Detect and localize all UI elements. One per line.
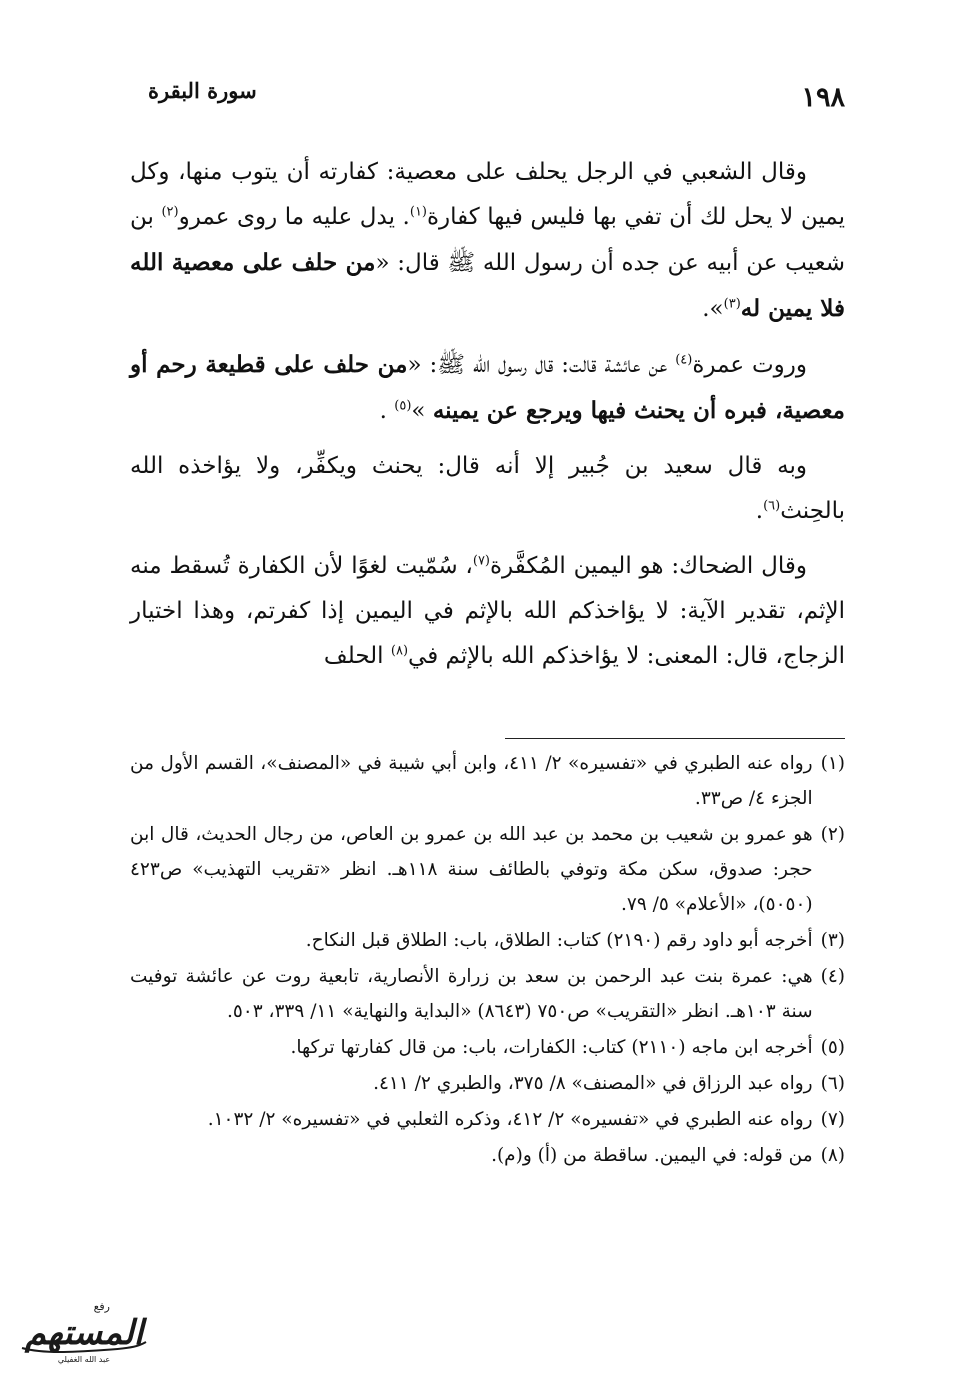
- footnote-number: (٣): [820, 930, 845, 951]
- hadith-text: من حلف على معصية الله فلا يمين له: [130, 249, 845, 322]
- text-run: »: [411, 398, 433, 424]
- footnote-number: (٥): [820, 1037, 845, 1058]
- footnote-text: أخرجه ابن ماجه (٢١١٠) كتاب: الكفارات، باب: من قال كفارتها تركها.: [290, 1037, 813, 1058]
- hadith-text: من حلف على قطيعة رحم أو معصية، فبره أن يحنث فيها ويرجع عن يمينه: [130, 351, 845, 424]
- logo-top-word: رفع: [93, 1300, 110, 1313]
- text-run: ، سُمّيت لغوًا لأن الكفارة تُسقط منه الإثم، تقدير الآية: لا يؤاخذكم الله بالإثم في اليمين إذا كفرتم، وهذا اختيار الزجاج، قال: المعنى: لا يؤاخذكم الله بالإثم في: [130, 553, 845, 669]
- text-run: . يدل عليه ما روى عمرو: [178, 204, 410, 230]
- text-run: وقال الضحاك: هو اليمين المُكفَّرة: [490, 553, 807, 579]
- footnote-number: (٧): [820, 1109, 845, 1130]
- footnote-number: (١): [820, 753, 845, 774]
- text-run: .: [755, 498, 764, 524]
- calligraphy-logo-icon: [14, 1296, 154, 1368]
- main-text: [130, 150, 845, 689]
- footnote-6: [130, 1066, 845, 1101]
- footnote-1: [130, 746, 845, 816]
- footnote-ref-7[interactable]: (٧): [472, 553, 490, 569]
- text-run: الحلف: [323, 643, 391, 669]
- footnote-ref-4[interactable]: (٤): [675, 352, 693, 368]
- footnote-7: [130, 1102, 845, 1137]
- footnote-text: من قوله: في اليمين. ساقطة من (أ) و(م).: [491, 1145, 813, 1166]
- footnote-ref-3[interactable]: (٣): [723, 296, 741, 312]
- footnotes: [130, 746, 845, 1174]
- footnote-text: رواه عنه الطبري في «تفسيره» ٢/ ٤١٢، وذكره الثعلبي في «تفسيره» ٢/ ١٠٣٢.: [207, 1109, 813, 1130]
- text-run: وروت عمرة: [692, 352, 807, 378]
- footnote-text: هو عمرو بن شعيب بن محمد بن عبد الله بن عمرو بن العاص، من رجال الحديث، قال ابن حجر: صدوق، سكن مكة وتوفي بالطائف سنة ١١٨هـ. انظر «تقريب التهذيب» ص٤٢٣ (٥٠٥٠)، «الأعلام» ٥/ ٧٩.: [130, 824, 813, 915]
- text-run: بن شعيب عن أبيه عن جده أن رسول الله ﷺ قال: «: [130, 204, 845, 276]
- paragraph-2: [130, 342, 845, 434]
- page-header: [130, 78, 845, 118]
- logo-main-word: المستهم: [24, 1313, 144, 1353]
- footnote-2: [130, 817, 845, 922]
- footnote-text: أخرجه أبو داود رقم (٢١٩٠) كتاب: الطلاق، باب: الطلاق قبل النكاح.: [305, 930, 813, 951]
- paragraph-3: [130, 444, 845, 534]
- text-run: .: [379, 398, 395, 424]
- footnote-ref-6[interactable]: (٦): [763, 498, 781, 514]
- footnote-separator: [505, 738, 845, 739]
- footnote-8: [130, 1138, 845, 1173]
- footnote-4: [130, 959, 845, 1029]
- footnote-text: رواه عبد الرزاق في «المصنف» ٨/ ٣٧٥، والطبري ٢/ ٤١١.: [373, 1073, 813, 1094]
- text-run: وبه قال سعيد بن جُبير إلا أنه قال: يحنث ويكفِّر، ولا يؤاخذه الله بالحِنث: [130, 453, 845, 524]
- footnote-3: [130, 923, 845, 958]
- running-title: سورة البقرة: [148, 78, 257, 103]
- footnote-ref-5[interactable]: (٥): [394, 398, 412, 414]
- text-run: عن عائشة قالت: قال رسول الله ﷺ: «: [407, 352, 676, 378]
- footnote-text: رواه عنه الطبري في «تفسيره» ٢/ ٤١١، وابن أبي شيبة في «المصنف»، القسم الأول من الجزء ٤/ ص٣٣.: [130, 753, 813, 809]
- footnote-number: (٤): [820, 966, 845, 987]
- paragraph-1: [130, 150, 845, 332]
- logo-subtitle: عبد الله الغفيلي: [57, 1355, 111, 1364]
- footnote-text: هي: عمرة بنت عبد الرحمن بن سعد بن زرارة الأنصارية، تابعية روت عن عائشة توفيت سنة ١٠٣هـ. انظر «التقريب» ص٧٥٠ (٨٦٤٣) «البداية والنهاية» ١١/ ٣٣٩، ٥٠٣.: [130, 966, 813, 1022]
- text-run: ».: [702, 296, 724, 322]
- footnote-ref-8[interactable]: (٨): [390, 643, 409, 659]
- footnote-number: (٢): [820, 824, 845, 845]
- footnote-number: (٨): [820, 1145, 845, 1166]
- text-run: وقال الشعبي في الرجل يحلف على معصية: كفارته أن يتوب منها، وكل يمين لا يحل لك أن تفي بها فليس فيها كفارة: [130, 159, 845, 230]
- footnote-5: [130, 1030, 845, 1065]
- footnote-ref-1[interactable]: (١): [409, 204, 427, 220]
- footnote-ref-2[interactable]: (٢): [161, 204, 179, 220]
- paragraph-4: [130, 544, 845, 679]
- footnote-number: (٦): [820, 1073, 845, 1094]
- page-number: ١٩٨: [801, 82, 845, 113]
